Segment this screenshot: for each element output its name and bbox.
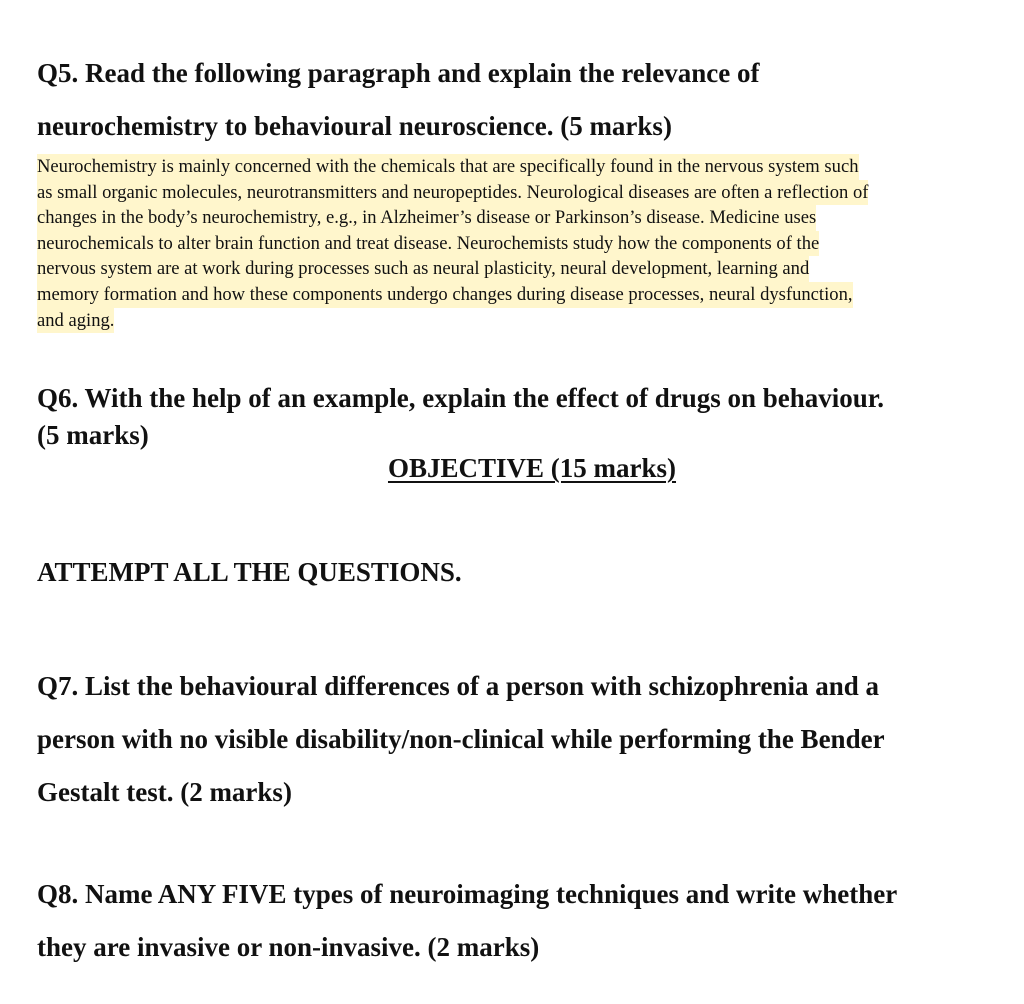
highlighted-passage xyxy=(37,154,868,333)
question-6-line-2: (5 marks) xyxy=(37,420,149,450)
question-7-line-2: person with no visible disability/non-clinical while performing the Bender xyxy=(37,724,885,754)
passage-line-6: memory formation and how these components undergo changes during disease processes, neural dysfunction, xyxy=(37,282,853,308)
passage-line-3: changes in the body’s neurochemistry, e.g., in Alzheimer’s disease or Parkinson’s disease. Medicine uses xyxy=(37,205,816,231)
question-7 xyxy=(37,660,885,819)
question-6 xyxy=(37,380,884,454)
question-8-line-1: Q8. Name ANY FIVE types of neuroimaging techniques and write whether xyxy=(37,879,898,909)
question-8 xyxy=(37,868,897,974)
question-7-line-1: Q7. List the behavioural differences of a person with schizophrenia and a xyxy=(37,671,880,701)
passage-line-5: nervous system are at work during processes such as neural plasticity, neural development, learning and xyxy=(37,256,809,282)
question-5-line-2: neurochemistry to behavioural neuroscience. (5 marks) xyxy=(37,111,672,141)
passage-line-7: and aging. xyxy=(37,308,114,334)
passage-line-2: as small organic molecules, neurotransmitters and neuropeptides. Neurological diseases are often a reflection of xyxy=(37,180,868,206)
objective-heading-text: OBJECTIVE (15 marks) xyxy=(387,453,677,483)
question-5-line-1: Q5. Read the following paragraph and explain the relevance of xyxy=(37,58,760,88)
question-6-line-1: Q6. With the help of an example, explain the effect of drugs on behaviour. xyxy=(37,383,885,413)
question-5 xyxy=(37,47,760,153)
question-8-line-2: they are invasive or non-invasive. (2 marks) xyxy=(37,932,540,962)
passage-line-1: Neurochemistry is mainly concerned with the chemicals that are specifically found in the nervous system such xyxy=(37,154,859,180)
instruction-heading: ATTEMPT ALL THE QUESTIONS. xyxy=(37,557,462,587)
question-7-line-3: Gestalt test. (2 marks) xyxy=(37,777,292,807)
objective-section-heading xyxy=(0,450,1024,487)
passage-line-4: neurochemicals to alter brain function and treat disease. Neurochemists study how the components of the xyxy=(37,231,819,257)
